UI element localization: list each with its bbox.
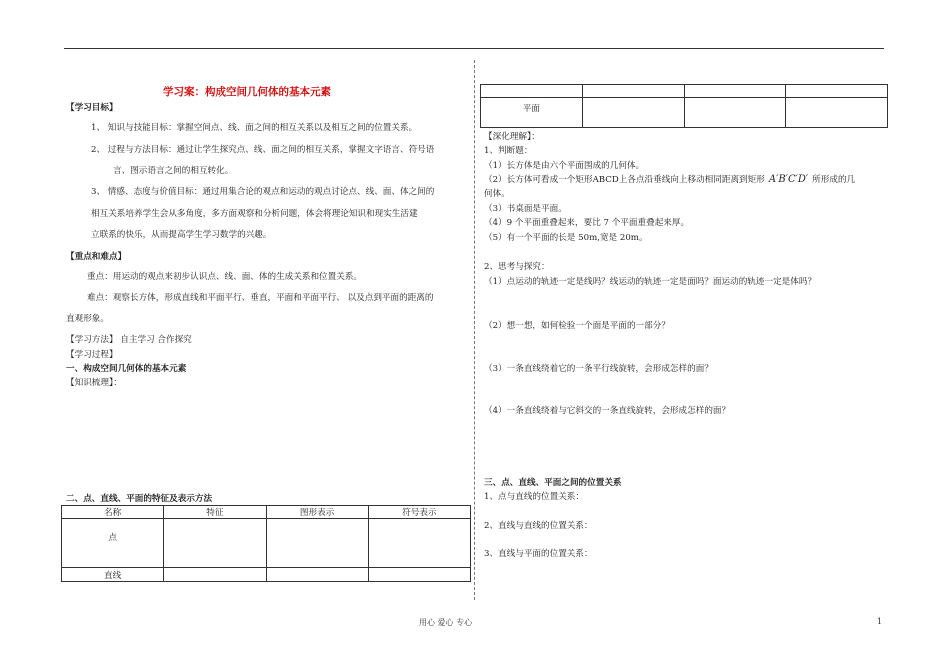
- position-point-line: 1、点与直线的位置关系：: [484, 492, 584, 502]
- row-point-label: 点: [62, 519, 164, 568]
- row-line-label: 直线: [62, 568, 164, 582]
- learning-process: 【学习过程】: [66, 350, 118, 360]
- deepen-heading: 【深化理解】：: [484, 132, 540, 142]
- learning-method: 【学习方法】 自主学习 合作探究: [66, 335, 192, 345]
- row-plane-label: 平面: [481, 98, 583, 128]
- judge-3: （3）书桌面是平面。: [484, 204, 567, 214]
- judge-heading: 1、判断题：: [484, 146, 533, 156]
- page-title: 学习案：构成空间几何体的基本元素: [163, 86, 331, 98]
- position-line-plane: 3、直线与平面的位置关系：: [484, 549, 593, 559]
- cell: [684, 85, 786, 98]
- cell: [786, 85, 888, 98]
- goal-3-line2: 相互关系培养学生会从多角度，多方面观察和分析问题，体会将理论知识和现实生活建: [91, 209, 418, 219]
- section-2-heading: 二、点、直线、平面的特征及表示方法: [66, 494, 213, 504]
- judge-1: （1）长方体是由六个平面围成的几何体。: [484, 161, 645, 171]
- difficulty-line2: 直观形象。: [66, 314, 109, 324]
- judge-2-tail: 所形成的几: [812, 175, 856, 185]
- cell: [786, 98, 888, 128]
- goal-1: 1、 知识与技能目标：掌握空间点、线、面之间的相互关系以及相互之间的位置关系。: [91, 123, 418, 133]
- think-1: （1）点运动的轨迹一定是线吗？线运动的轨迹一定是面吗？面运动的轨迹一定是体吗？: [484, 277, 817, 287]
- header-name: 名称: [62, 506, 164, 519]
- header-figure: 图形表示: [266, 506, 368, 519]
- goal-2-line2: 言、图示语言之间的相互转化。: [113, 166, 234, 176]
- goals-heading: 【学习目标】: [66, 103, 118, 113]
- cell: [582, 98, 684, 128]
- cell: [481, 85, 583, 98]
- features-table: [61, 505, 471, 582]
- cell: [582, 85, 684, 98]
- think-4: （4）一条直线绕着与它斜交的一条直线旋转，会形成怎样的面？: [484, 406, 731, 416]
- judge-4: （4）9 个平面重叠起来，要比 7 个平面重叠起来厚。: [484, 218, 690, 228]
- header-rule: [64, 48, 884, 49]
- judge-2-line1: [484, 173, 855, 185]
- position-line-line: 2、直线与直线的位置关系：: [484, 521, 593, 531]
- cell: [164, 519, 266, 568]
- goal-3-line1: 3、 情感、态度与价值目标：通过用集合论的观点和运动的观点讨论点、线、面、体之间的: [91, 187, 435, 197]
- cell: [684, 98, 786, 128]
- header-feature: 特征: [164, 506, 266, 519]
- page-number: 1: [877, 617, 883, 626]
- difficulty-line1: 难点：观察长方体，形成直线和平面平行、垂直，平面和平面平行、 以及点到平面的距离的: [87, 293, 434, 303]
- goal-3-line3: 立联系的快乐，从而提高学生学习数学的兴趣。: [91, 230, 272, 240]
- cell: [164, 568, 266, 582]
- section-3-heading: 三、点、直线、平面之间的位置关系: [484, 478, 622, 488]
- judge-2-text: （2）长方体可看成一个矩形ABCD上各点沿垂线向上移动相同距离到矩形: [484, 175, 765, 185]
- judge-2-line2: 何体。: [484, 189, 510, 199]
- cell: [368, 568, 470, 582]
- think-2: （2）想一想，如何检验一个面是平面的一部分？: [484, 321, 670, 331]
- judge-5: （5）有一个平面的长是 50m,宽是 20m。: [484, 233, 648, 243]
- cell: [368, 519, 470, 568]
- rectangle-formula: A′B′C′D′: [768, 174, 809, 185]
- cell: [266, 519, 368, 568]
- key-point: 重点：用运动的观点来初步认识点、线、面、体的生成关系和位置关系。: [87, 272, 363, 282]
- think-3: （3）一条直线绕着它的一条平行线旋转，会形成怎样的面？: [484, 364, 713, 374]
- footer-motto: 用心 爱心 专心: [419, 618, 473, 627]
- column-divider: [474, 60, 475, 600]
- section-1-heading: 一、构成空间几何体的基本元素: [66, 364, 187, 374]
- features-table-continued: [480, 84, 888, 128]
- cell: [266, 568, 368, 582]
- think-heading: 2、思考与探究：: [484, 262, 550, 272]
- key-points-heading: 【重点和难点】: [66, 252, 127, 262]
- knowledge-review: 【知识梳理】：: [66, 378, 122, 388]
- goal-2-line1: 2、 过程与方法目标：通过让学生探究点、线、面之间的相互关系，掌握文字语言、符号语: [91, 145, 435, 155]
- header-symbol: 符号表示: [368, 506, 470, 519]
